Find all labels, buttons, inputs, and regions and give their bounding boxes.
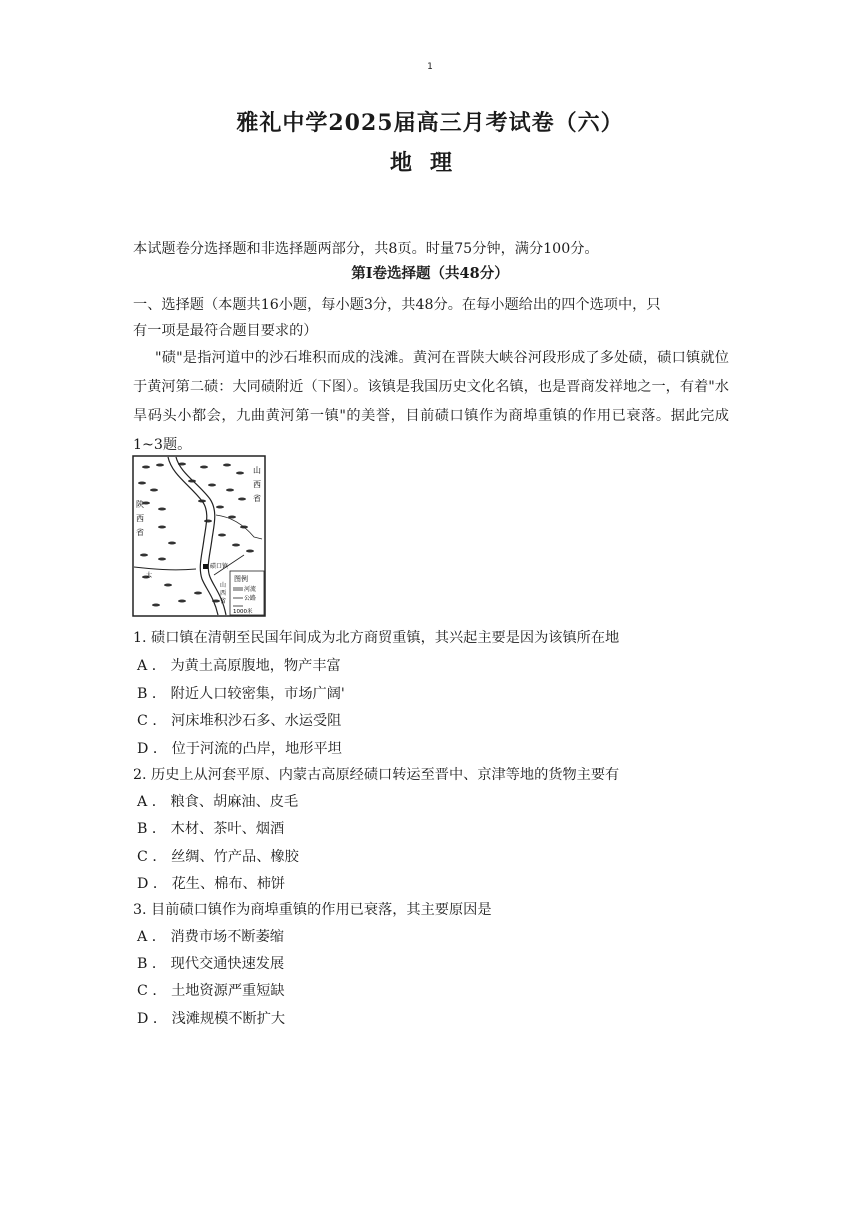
label-shanxi-top-2: 西 [253, 480, 261, 489]
passage [133, 344, 729, 460]
label-river-left: 大 [146, 572, 153, 579]
question-2-option-c: C ． 丝绸、竹产品、橡胶 [137, 849, 299, 865]
label-shanxi-top-1: 山 [253, 466, 261, 475]
question-1-option-a: A ． 为黄土高原腹地，物产丰富 [137, 658, 341, 674]
label-shaanxi-2: 西 [136, 514, 144, 523]
legend-road: 公路 [244, 595, 257, 602]
legend-scale: 1000米 [233, 609, 253, 615]
label-shaanxi-1: 陕 [136, 500, 144, 509]
question-1-option-b: B ． 附近人口较密集，市场广阔' [137, 686, 345, 702]
town-marker [203, 564, 208, 569]
part-heading-line-2: 有一项是最符合题目要求的） [133, 323, 318, 339]
question-3-option-b: B ． 现代交通快速发展 [137, 956, 285, 972]
question-2-stem: 2. 历史上从河套平原、内蒙古高原经碛口转运至晋中、京津等地的货物主要有 [133, 767, 620, 783]
question-1-option-d: D ． 位于河流的凸岸，地形平坦 [137, 741, 342, 757]
label-shanxi-bottom-3: 省 [220, 598, 227, 605]
label-shaanxi-3: 省 [136, 528, 144, 537]
exam-intro: 本试题卷分选择题和非选择题两部分，共8页。时量75分钟，满分100分。 [133, 241, 599, 257]
legend-title: 图例 [234, 575, 248, 583]
label-shanxi-top-3: 省 [253, 494, 261, 503]
exam-title: 雅礼中学2025届高三月考试卷（六） [236, 110, 624, 136]
question-3-option-c: C ． 土地资源严重短缺 [137, 983, 285, 999]
section-title: 第Ⅰ卷选择题（共48分） [351, 265, 509, 282]
question-2-option-a: A ． 粮食、胡麻油、皮毛 [137, 794, 299, 810]
page-number: 1 [427, 62, 433, 72]
passage-text: "碛"是指河道中的沙石堆积而成的浅滩。黄河在晋陕大峡谷河段形成了多处碛，碛口镇就位于黄河第二碛：大同碛附近（下图）。该镇是我国历史文化名镇，也是晋商发祥地之一，有着"水旱码头小都会，九曲黄河第一镇"的美誉，目前碛口镇作为商埠重镇的作用已衰落。据此完成1~3题。 [133, 350, 729, 453]
question-3-option-d: D ． 浅滩规模不断扩大 [137, 1011, 286, 1027]
qikou-map-figure [132, 455, 266, 617]
label-shanxi-bottom-1: 山 [220, 582, 227, 589]
question-3-stem: 3. 目前碛口镇作为商埠重镇的作用已衰落，其主要原因是 [133, 902, 492, 918]
question-2-option-b: B ． 木材、茶叶、烟酒 [137, 821, 285, 837]
question-1-stem: 1. 碛口镇在清朝至民国年间成为北方商贸重镇，其兴起主要是因为该镇所在地 [133, 630, 620, 646]
part-heading-line-1: 一、选择题（本题共16小题，每小题3分，共48分。在每小题给出的四个选项中，只 [133, 297, 661, 313]
question-2-option-d: D ． 花生、棉布、柿饼 [137, 876, 286, 892]
legend-river: 河流 [244, 586, 257, 593]
question-3-option-a: A ． 消费市场不断萎缩 [137, 929, 284, 945]
label-town: 碛口镇 [210, 563, 229, 570]
subject-title: 地理 [389, 150, 470, 176]
label-shanxi-bottom-2: 西 [220, 590, 227, 597]
question-1-option-c: C ． 河床堆积沙石多、水运受阻 [137, 713, 342, 729]
